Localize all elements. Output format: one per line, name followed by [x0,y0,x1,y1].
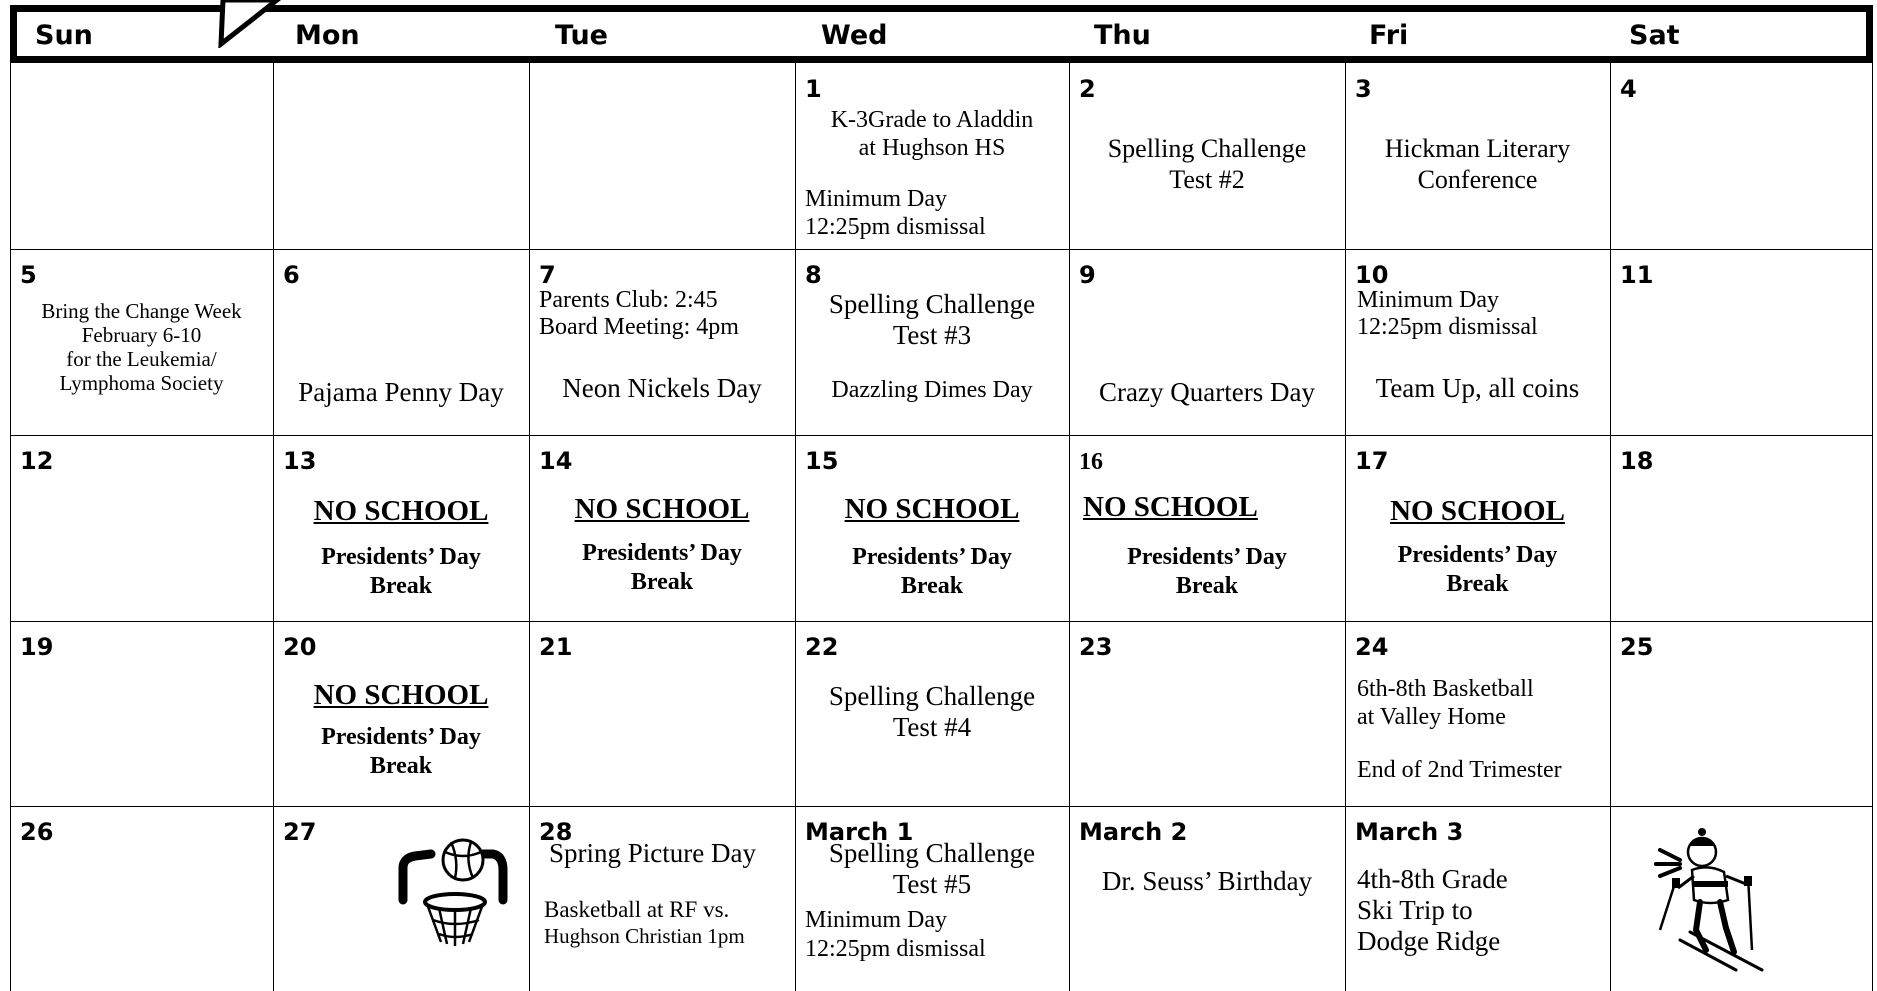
event-line: Team Up, all coins [1375,373,1580,403]
day-number: 12 [20,447,54,475]
event-line: End of 2nd Trimester [1357,757,1562,783]
day-cell [1345,63,1610,249]
event-line: Conference [1417,165,1538,194]
no-school-label: NO SCHOOL [844,493,1020,525]
basketball-hoop-icon [393,830,511,950]
day-header-wed: Wed [821,20,888,51]
day-number: 14 [539,447,573,475]
event-line: at Hughson HS [858,135,1006,161]
day-header-thu: Thu [1094,20,1151,51]
calendar-grid [10,63,1873,991]
day-cell [1345,249,1610,435]
day-number: 26 [20,818,54,846]
day-number: 13 [283,447,317,475]
day-cell [529,63,795,249]
day-header-sun: Sun [35,20,93,51]
day-cell [1610,806,1872,991]
event-line: Spelling Challenge [1107,134,1307,163]
day-number: March 1 [805,818,914,846]
event-line: Presidents’ Day [582,540,742,566]
event-line: Break [900,573,964,599]
event-line: Minimum Day [805,907,947,933]
day-header-tue: Tue [555,20,608,51]
event-line: 12:25pm dismissal [805,936,986,962]
event-line: Presidents’ Day [1127,544,1287,570]
event-line: 12:25pm dismissal [805,214,986,240]
event-line: Spring Picture Day [549,838,756,868]
day-number: 8 [805,261,822,289]
event-line: Minimum Day [805,186,947,212]
event-line: Presidents’ Day [321,544,481,570]
event-line: 12:25pm dismissal [1357,314,1538,340]
day-cell [1610,63,1872,249]
event-line: Board Meeting: 4pm [539,314,739,340]
no-school-label: NO SCHOOL [313,679,489,711]
event-line: Break [369,753,433,779]
event-line: Test #2 [1169,165,1245,194]
day-cell [1069,63,1345,249]
day-number: 11 [1620,261,1654,289]
event-line: for the Leukemia/ [66,347,217,371]
event-line: Basketball at RF vs. [544,897,730,922]
event-line: Break [630,569,694,595]
day-header-mon: Mon [295,20,360,51]
day-number: 18 [1620,447,1654,475]
day-number: 16 [1079,449,1103,475]
event-line: Spelling Challenge [828,681,1036,711]
event-line: Break [1175,573,1239,599]
event-line: Lymphoma Society [59,371,224,395]
day-cell [795,435,1069,621]
day-cell [529,435,795,621]
day-number: 10 [1355,261,1389,289]
day-cell [795,806,1069,991]
day-number: 23 [1079,633,1113,661]
event-line: at Valley Home [1357,704,1506,730]
no-school-label: NO SCHOOL [1390,495,1565,527]
day-number: 21 [539,633,573,661]
event-line: Bring the Change Week [41,299,242,323]
day-number: March 3 [1355,818,1464,846]
day-cell [10,806,273,991]
event-line: Dazzling Dimes Day [831,377,1033,403]
day-cell [529,806,795,991]
no-school-label: NO SCHOOL [1083,491,1258,523]
day-number: 3 [1355,75,1372,103]
day-number: 9 [1079,261,1096,289]
day-number: 20 [283,633,317,661]
event-line: Neon Nickels Day [562,373,762,403]
day-cell [273,621,529,806]
day-number: 27 [283,818,317,846]
event-line: Presidents’ Day [321,724,481,750]
skier-icon [1650,820,1780,980]
day-cell [1345,806,1610,991]
day-cell [1069,249,1345,435]
event-line: Test #3 [892,320,972,350]
day-number: 28 [539,818,573,846]
event-line: Crazy Quarters Day [1099,377,1315,407]
event-line: Hughson Christian 1pm [544,924,745,948]
day-number: 1 [805,75,822,103]
event-line: Minimum Day [1357,287,1499,313]
day-number: 6 [283,261,300,289]
speech-callout-tail [215,0,295,48]
day-number: 19 [20,633,54,661]
day-cell [1610,621,1872,806]
day-cell [10,621,273,806]
day-number: 22 [805,633,839,661]
day-number: 5 [20,261,37,289]
day-cell [1610,249,1872,435]
day-cell [273,806,529,991]
day-number: 17 [1355,447,1389,475]
day-cell [273,249,529,435]
event-line: Ski Trip to [1357,895,1473,925]
day-cell [10,435,273,621]
event-line: Presidents’ Day [852,544,1012,570]
event-line: Dodge Ridge [1357,926,1501,956]
day-cell [795,249,1069,435]
day-cell [1610,435,1872,621]
day-cell [10,249,273,435]
event-line: February 6-10 [81,323,202,347]
event-line: 4th-8th Grade [1357,864,1508,894]
event-line: Presidents’ Day [1397,542,1558,568]
day-cell [1069,435,1345,621]
day-header-sat: Sat [1629,20,1680,51]
day-cell [273,435,529,621]
day-number: 25 [1620,633,1654,661]
day-number: March 2 [1079,818,1188,846]
day-cell [529,249,795,435]
event-line: Pajama Penny Day [298,377,504,407]
event-line: Parents Club: 2:45 [539,287,718,313]
day-cell [10,63,273,249]
day-cell [1345,435,1610,621]
event-line: 6th-8th Basketball [1357,676,1534,702]
day-number: 24 [1355,633,1389,661]
day-number: 15 [805,447,839,475]
day-cell [273,63,529,249]
day-cell [1069,621,1345,806]
event-line: Spelling Challenge [828,289,1036,319]
day-cell [795,63,1069,249]
event-line: Hickman Literary [1384,134,1571,163]
day-cell [1069,806,1345,991]
event-line: Spelling Challenge [828,838,1036,868]
event-line: Test #4 [892,712,972,742]
event-line: K-3Grade to Aladdin [830,107,1034,133]
event-line: Dr. Seuss’ Birthday [1101,866,1313,896]
event-line: Break [369,573,433,599]
day-cell [1345,621,1610,806]
no-school-label: NO SCHOOL [313,495,489,527]
day-header-fri: Fri [1369,20,1409,51]
no-school-label: NO SCHOOL [574,493,750,525]
day-cell [529,621,795,806]
day-number: 4 [1620,75,1637,103]
day-number: 7 [539,261,556,289]
event-line: Break [1446,571,1509,597]
event-line: Test #5 [892,869,972,899]
day-cell [795,621,1069,806]
day-number: 2 [1079,75,1096,103]
